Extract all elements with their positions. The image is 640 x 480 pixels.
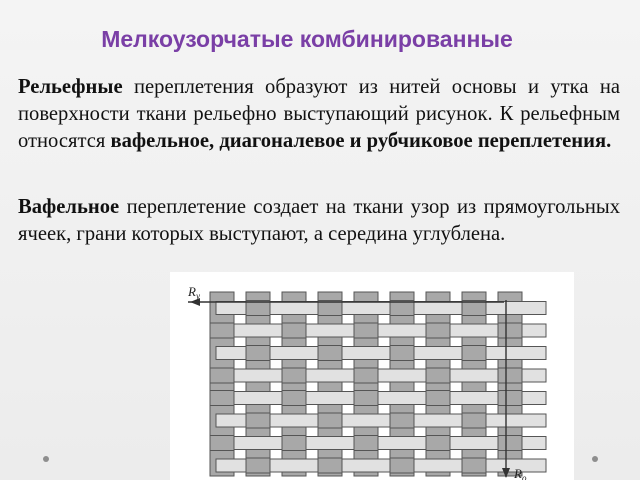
warp-float xyxy=(354,368,378,383)
warp-float xyxy=(318,413,342,428)
warp-float xyxy=(318,301,342,316)
warp-float xyxy=(246,413,270,428)
nav-dot-right[interactable] xyxy=(592,456,598,462)
weft-thread xyxy=(216,324,546,337)
warp-float xyxy=(282,323,306,338)
warp-float xyxy=(282,436,306,451)
weft-thread xyxy=(216,392,546,405)
warp-float xyxy=(210,436,234,451)
warp-float xyxy=(282,368,306,383)
warp-float xyxy=(354,391,378,406)
warp-float xyxy=(426,323,450,338)
warp-float xyxy=(390,458,414,473)
warp-float xyxy=(210,391,234,406)
warp-float xyxy=(426,368,450,383)
warp-float xyxy=(390,346,414,361)
warp-float xyxy=(246,301,270,316)
relief-types: вафельное, диагоналевое и рубчиковое переплетения. xyxy=(110,130,612,152)
warp-float xyxy=(210,368,234,383)
warp-float xyxy=(282,391,306,406)
warp-float xyxy=(210,323,234,338)
warp-float xyxy=(462,458,486,473)
warp-float xyxy=(318,346,342,361)
ry-label: $R_y$ xyxy=(188,284,200,301)
warp-float xyxy=(390,413,414,428)
warp-float xyxy=(354,436,378,451)
warp-float xyxy=(390,301,414,316)
nav-dot-left[interactable] xyxy=(43,456,49,462)
term-waffle: Вафельное xyxy=(18,196,120,218)
relief-text: переплетения образуют из нитей основы и утка на поверхности ткани рельефно выступающий рисунок. К рельефным относятся xyxy=(18,76,620,152)
term-relief: Рельефные xyxy=(18,76,123,98)
warp-float xyxy=(246,458,270,473)
waffle-weave-figure xyxy=(170,272,574,480)
waffle-text: переплетение создает на ткани узор из прямоугольных ячеек, грани которых выступают, а середина углублена. xyxy=(18,196,620,245)
paragraph-waffle xyxy=(18,194,620,248)
warp-float xyxy=(246,346,270,361)
weft-thread xyxy=(216,369,546,382)
warp-float xyxy=(354,323,378,338)
paragraph-relief xyxy=(18,74,620,155)
warp-float xyxy=(318,458,342,473)
warp-float xyxy=(462,346,486,361)
warp-float xyxy=(462,301,486,316)
warp-float xyxy=(498,368,522,383)
warp-float xyxy=(462,413,486,428)
warp-float xyxy=(426,391,450,406)
waffle-weave-diagram xyxy=(170,272,574,480)
warp-float xyxy=(498,436,522,451)
ro-label: $R_o$ xyxy=(514,466,527,480)
weft-thread xyxy=(216,437,546,450)
slide-title: Мелкоузорчатые комбинированные xyxy=(101,26,513,52)
warp-float xyxy=(498,391,522,406)
warp-float xyxy=(498,323,522,338)
warp-float xyxy=(426,436,450,451)
